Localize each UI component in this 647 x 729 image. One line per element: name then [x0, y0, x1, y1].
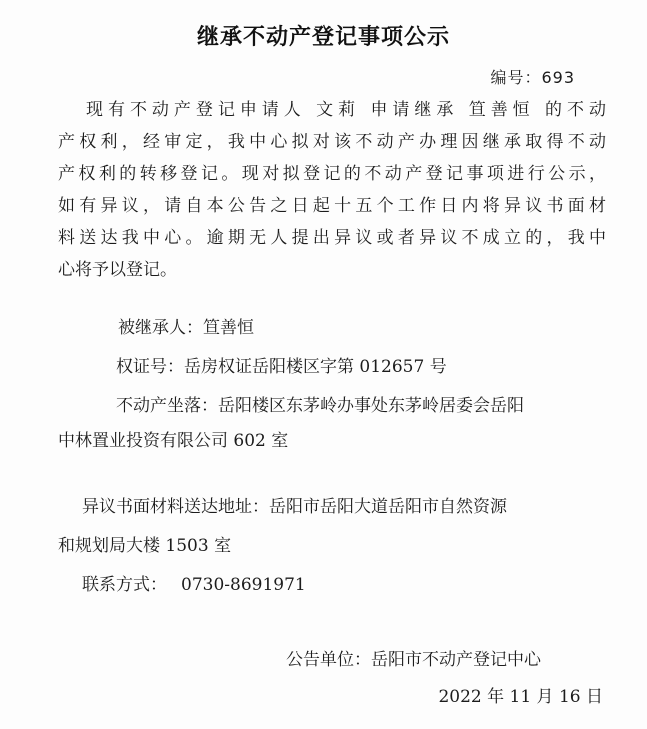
body-line: 如有异议，请自本公告之日起十五个工作日内将异议书面材 — [58, 196, 606, 216]
body-line: 产权利，经审定，我中心拟对该不动产办理因继承取得不动 — [58, 132, 606, 152]
objection-address-label: 异议书面材料送达地址： — [82, 497, 269, 517]
notice-number-label: 编号： — [490, 68, 542, 87]
issuer-label: 公告单位： — [286, 650, 371, 670]
certificate-value: 岳房权证岳阳楼区字第 012657 号 — [184, 357, 447, 377]
notice-number-value: 693 — [541, 68, 575, 87]
contact-label: 联系方式： — [82, 575, 167, 595]
location-value-line2: 中林置业投资有限公司 602 室 — [58, 431, 289, 451]
decedent-row — [118, 318, 254, 338]
body-line: 现有不动产登记申请人 文莉 申请继承 笪善恒 的不动 — [86, 100, 606, 120]
decedent-value: 笪善恒 — [203, 318, 254, 338]
body-line: 心将予以登记。 — [58, 260, 177, 280]
certificate-label: 权证号： — [116, 357, 184, 377]
objection-address-row — [82, 497, 507, 517]
issuer-row — [286, 650, 541, 670]
notice-number — [490, 68, 575, 88]
contact-row — [82, 575, 306, 595]
issuer-value: 岳阳市不动产登记中心 — [371, 650, 541, 670]
certificate-row — [116, 357, 447, 377]
page-title: 继承不动产登记事项公示 — [196, 25, 450, 50]
issue-date: 2022 年 11 月 16 日 — [438, 687, 603, 707]
objection-address-line2: 和规划局大楼 1503 室 — [58, 536, 232, 556]
location-row — [116, 396, 524, 416]
objection-address-line1: 岳阳市岳阳大道岳阳市自然资源 — [269, 497, 507, 517]
decedent-label: 被继承人： — [118, 318, 203, 338]
notice-body — [58, 94, 606, 286]
body-line: 料送达我中心。逾期无人提出异议或者异议不成立的，我中 — [58, 228, 606, 248]
body-line: 产权利的转移登记。现对拟登记的不动产登记事项进行公示， — [58, 164, 606, 184]
location-label: 不动产坐落： — [116, 396, 218, 416]
location-value-line1: 岳阳楼区东茅岭办事处东茅岭居委会岳阳 — [218, 396, 524, 416]
contact-value: 0730-8691971 — [181, 575, 306, 595]
